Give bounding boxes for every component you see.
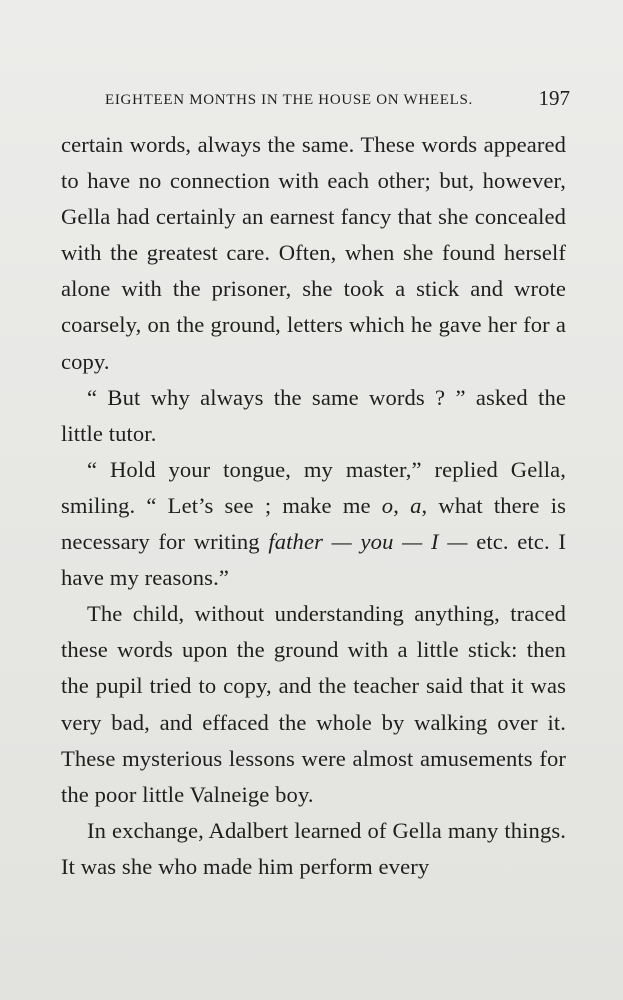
paragraph-3	[61, 452, 566, 596]
body-text	[61, 127, 566, 885]
page-number: 197	[538, 86, 570, 110]
paragraph-3-text-2: , what there is necessary for writing	[61, 492, 566, 555]
paragraph-3-text-1: “ Hold your tongue, my master,” replied Gella, smiling. “ Let’s see ; make me	[61, 456, 566, 518]
italic-letter-a: a	[410, 492, 422, 518]
paragraph-1: certain words, always the same. These words appeared to have no connection with each other; but, however, Gella had certainly an earnest fancy that she concealed with the greatest care. Often, when she found herself alone with the prisoner, she took a stick and wrote coarsely, on the ground, letters which he gave her for a copy.	[61, 132, 566, 374]
paragraph-5: In exchange, Adalbert learned of Gella many things. It was she who made him perform every	[61, 817, 566, 879]
paragraph-3-text-3: etc. etc. I have my reasons.”	[61, 529, 567, 591]
italic-letter-o: o	[381, 492, 394, 518]
paragraph-3-separator: ,	[393, 492, 411, 518]
running-title: EIGHTEEN MONTHS IN THE HOUSE ON WHEELS.	[105, 92, 473, 108]
italic-words-father-you-i: father — you — I —	[268, 529, 468, 555]
running-head	[105, 88, 570, 112]
paragraph-2: “ But why always the same words ? ” asked the little tutor.	[61, 384, 566, 446]
paragraph-4: The child, without understanding anything, traced these words upon the ground with a little stick: then the pupil tried to copy, and the teacher said that it was very bad, and effaced the whole by walking over it. These mysterious lessons were almost amusements for the poor little Valneige boy.	[61, 601, 566, 807]
